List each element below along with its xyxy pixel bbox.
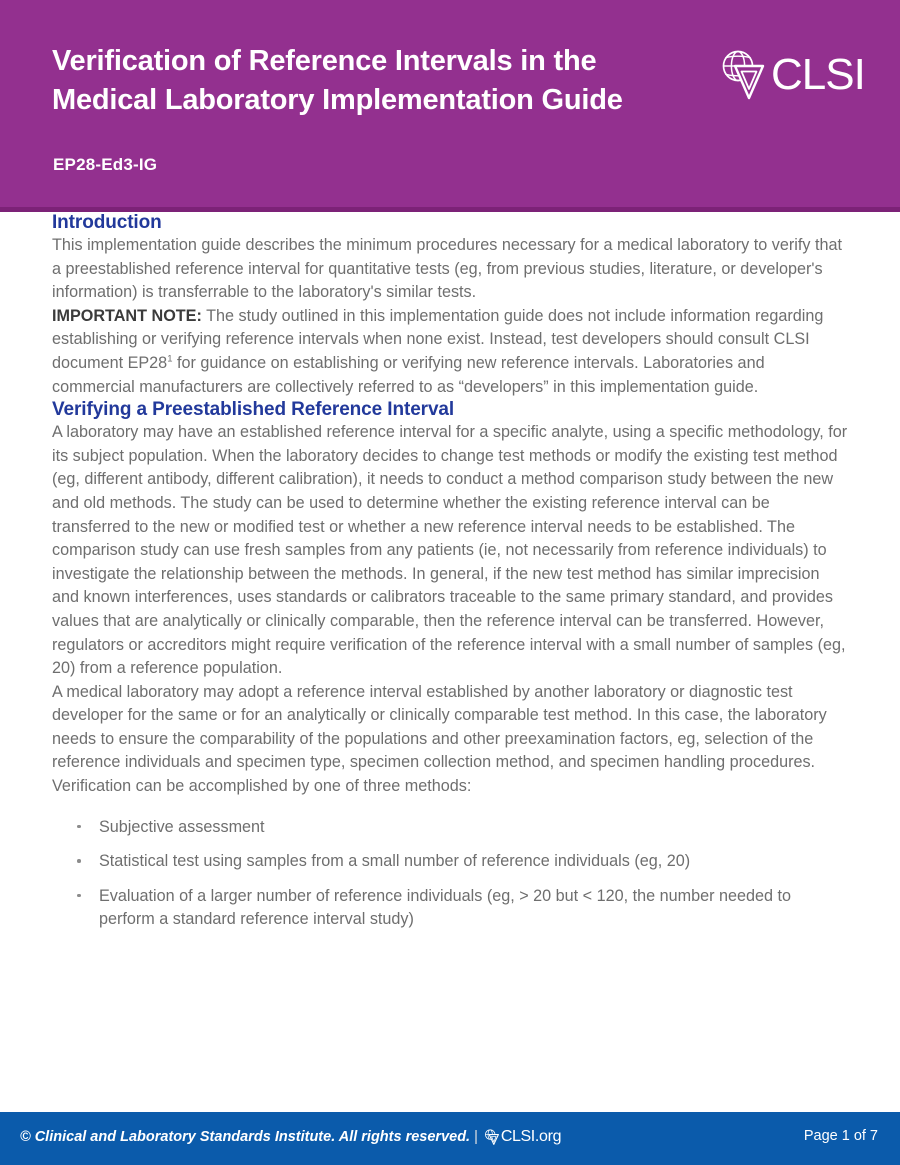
verifying-paragraph-1: A laboratory may have an established reference interval for a specific analyte, using a specific methodology, for its subject population. When the laboratory decides to change test methods or modify the existing test method (eg, different antibody, different calibration), it needs to conduct a method comparison study between the new and old methods. The study can be used to determine whether the existing reference interval can be transferred to the new or modified test or whether a new reference interval needs to be established. The comparison study can use fresh samples from any patients (ie, not necessarily from reference individuals) to investigate the relationship between the methods. In general, if the new test method has similar imprecision and known interferences, uses standards or calibrators traceable to the same primary standard, and provides values that are analytically or clinically comparable, then the reference interval can be transferred. However, regulators or accreditors might require verification of the reference interval with a small number of samples (eg, 20) from a reference population. xyxy=(52,423,848,678)
list-item xyxy=(52,885,848,932)
clsi-logo-header xyxy=(716,44,865,106)
footnote-reference[interactable]: 1 xyxy=(167,353,173,365)
clsi-globe-funnel-logo xyxy=(716,46,774,104)
verifying-paragraph-2: A medical laboratory may adopt a reference interval established by another laboratory or diagnostic test developer for the same or for an analytically or clinically comparable test method. In this case, the laboratory needs to ensure the comparability of the populations and other preexamination factors, eg, selection of the reference individuals and specimen type, specimen collection method, and specimen handling procedures. Verification can be accomplished by one of three methods: xyxy=(52,682,827,796)
footer-logo-tld[interactable]: .org xyxy=(534,1127,562,1145)
bullet-icon xyxy=(77,859,81,863)
footer-copyright-text: © Clinical and Laboratory Standards Institute. All rights reserved. xyxy=(20,1128,471,1145)
list-item-label: Evaluation of a larger number of reference individuals (eg, > 20 but < 120, the number needed to perform a standard reference interval study) xyxy=(99,886,792,929)
document-id: EP28-Ed3-IG xyxy=(53,155,158,174)
page-title: Verification of Reference Intervals in the Medical Laboratory Implementation Guide xyxy=(52,45,623,116)
important-note-text-part1: The study outlined in this implementation guide does not include information regarding establishing or verifying reference intervals when none exist. Instead, test developers should consult CLSI document EP28 xyxy=(52,306,824,372)
important-note-text-part2: for guidance on establishing or verifying new reference intervals. Laboratories and commercial manufacturers are collectively referred to as “developers” in this implementation guide. xyxy=(52,353,765,396)
important-note-label: IMPORTANT NOTE: xyxy=(52,306,202,325)
list-item-label: Statistical test using samples from a small number of reference individuals (eg, 20) xyxy=(99,852,691,871)
footer-separator: | xyxy=(474,1128,478,1145)
bullet-icon xyxy=(77,894,81,898)
section-heading-introduction: Introduction xyxy=(52,212,162,233)
list-item-label: Subjective assessment xyxy=(99,817,265,836)
page-number: Page 1 of 7 xyxy=(803,1128,878,1144)
footer-copyright-group xyxy=(20,1127,561,1146)
important-note-paragraph xyxy=(52,305,848,399)
document-footer-bar xyxy=(0,1112,900,1165)
section-heading-verifying: Verifying a Preestablished Reference Interval xyxy=(52,399,455,421)
introduction-paragraph: This implementation guide describes the minimum procedures necessary for a medical laboratory to verify that a preestablished reference interval for quantitative tests (eg, from previous studies, literature, or developer's information) is transferrable to the laboratory's similar tests. xyxy=(52,236,842,302)
footer-logo-wordmark[interactable]: CLSI xyxy=(500,1127,535,1145)
list-item xyxy=(52,850,848,874)
document-body xyxy=(0,212,900,943)
clsi-globe-funnel-logo-small xyxy=(483,1128,502,1147)
clsi-logo-wordmark: CLSI xyxy=(771,50,865,99)
list-item xyxy=(52,816,848,840)
document-header-band xyxy=(0,0,900,212)
bullet-icon xyxy=(77,825,81,829)
verification-methods-list xyxy=(52,816,848,932)
